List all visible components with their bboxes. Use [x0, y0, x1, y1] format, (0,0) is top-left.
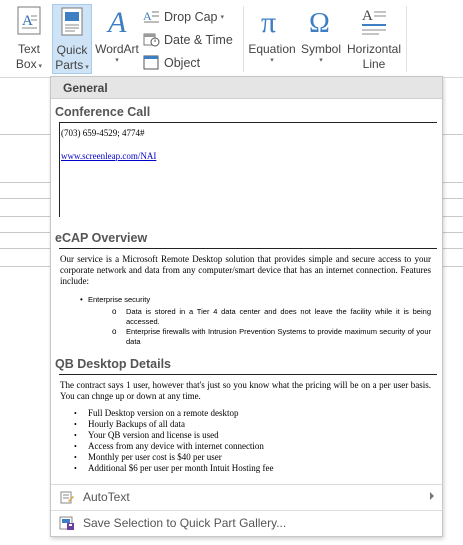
symbol-dropdown-icon: ▾: [319, 57, 323, 64]
autotext-label: AutoText: [83, 490, 130, 504]
save-selection-menu-item[interactable]: [51, 511, 442, 535]
entry-preview: [59, 122, 437, 217]
autotext-menu-item[interactable]: [51, 485, 442, 509]
entry-title: eCAP Overview: [55, 231, 148, 245]
doc-line: [0, 216, 52, 217]
doc-line: [0, 134, 52, 135]
bullet-icon: •: [74, 431, 77, 440]
doc-line: [443, 134, 463, 135]
doc-line: [0, 198, 52, 199]
text-box-label-1: Text: [17, 42, 40, 56]
preview-phone: (703) 659-4529; 4774#: [61, 128, 145, 138]
wordart-label: WordArt: [95, 42, 139, 56]
wordart-button[interactable]: [93, 4, 141, 65]
wordart-dropdown-icon: ▾: [115, 57, 119, 64]
preview-sub1: Data is stored in a Tier 4 data center and does not leave the facility while it is being accessed.: [126, 307, 431, 326]
drop-cap-button[interactable]: [143, 6, 224, 27]
list-item: [74, 408, 431, 419]
gallery-entry-ecap-overview[interactable]: [51, 217, 442, 346]
object-label: Object: [164, 55, 201, 70]
date-time-button[interactable]: [143, 29, 233, 50]
list-item: [74, 419, 431, 430]
insert-ribbon: [0, 0, 463, 78]
equation-button[interactable]: [246, 4, 298, 65]
horizontal-line-label-1: Horizontal: [346, 42, 402, 56]
text-box-label-2: Box: [15, 57, 37, 71]
drop-cap-icon: [143, 9, 160, 24]
date-time-label: Date & Time: [164, 32, 233, 47]
ribbon-separator: [243, 6, 244, 72]
quick-parts-button[interactable]: Quick Parts ▾: [52, 4, 92, 74]
entry-title: Conference Call: [55, 105, 151, 119]
bullet-icon: •: [74, 442, 77, 451]
preview-intro: Our service is a Microsoft Remote Desktop solution that provides simple and secure access to your corporate network and data from any computer/smart device that has an internet connection. Features include:: [60, 254, 431, 286]
quick-parts-label-1: Quick: [56, 43, 88, 57]
object-button[interactable]: [143, 52, 200, 73]
equation-label: Equation: [248, 42, 296, 56]
doc-line: [443, 216, 463, 217]
save-to-gallery-icon: [59, 515, 75, 531]
save-selection-label: Save Selection to Quick Part Gallery...: [83, 516, 287, 530]
quick-parts-gallery: [50, 76, 443, 537]
list-item: [74, 441, 431, 452]
ribbon-separator: [406, 6, 407, 72]
horizontal-line-label-2: Line: [362, 57, 386, 71]
submenu-arrow-icon: [430, 492, 434, 500]
svg-text:A: A: [108, 6, 127, 38]
autotext-icon: [59, 489, 75, 505]
doc-line: [443, 232, 463, 233]
symbol-label: Symbol: [300, 42, 341, 56]
doc-line: [443, 266, 463, 267]
sub-bullet-icon: o: [112, 327, 117, 336]
preview-intro: The contract says 1 user, however that's just so you know what the pricing will be on a per user basis. You can chnge up or down at any time.: [60, 380, 431, 401]
drop-cap-label: Drop Cap: [164, 9, 218, 24]
doc-line: [443, 248, 463, 249]
bullet-icon: •: [74, 453, 77, 462]
preview-link: www.screenleap.com/NAI: [61, 151, 157, 161]
doc-line: [0, 248, 52, 249]
text-box-icon: [14, 4, 44, 38]
text-box-button[interactable]: A Text Box ▾: [10, 4, 48, 74]
list-item-text: Your QB version and license is used: [88, 430, 219, 440]
horizontal-line-icon: [359, 4, 389, 38]
svg-text:Ω: Ω: [309, 8, 330, 38]
wordart-icon: [102, 4, 132, 38]
sub-bullet-icon: o: [112, 307, 117, 316]
list-item: [74, 463, 431, 474]
svg-text:π: π: [261, 6, 277, 38]
list-item-text: Access from any device with internet connection: [88, 441, 264, 451]
drop-cap-dropdown-icon: ▾: [220, 13, 225, 21]
quick-parts-icon: [57, 5, 87, 39]
list-item: [74, 430, 431, 441]
list-item-text: Monthly per user cost is $40 per user: [88, 452, 222, 462]
entry-preview: [59, 374, 437, 484]
doc-line: [443, 182, 463, 183]
pi-icon: [257, 4, 287, 38]
preview-sub2: Enterprise firewalls with Intrusion Prevention Systems to provide maximum security of your data: [126, 327, 431, 346]
entry-title: QB Desktop Details: [55, 357, 172, 371]
gallery-entry-conference-call[interactable]: [51, 99, 442, 217]
doc-line: [0, 232, 52, 233]
doc-line: [0, 182, 52, 183]
bullet-icon: •: [74, 420, 77, 429]
gallery-entry-qb-desktop[interactable]: [51, 346, 442, 484]
svg-text:A: A: [143, 9, 152, 23]
entry-preview: [59, 248, 437, 346]
list-item-text: Full Desktop version on a remote desktop: [88, 408, 239, 418]
gallery-section-header: General: [51, 77, 442, 99]
quick-parts-label-2: Parts: [55, 58, 84, 72]
list-item: [74, 452, 431, 463]
bullet-icon: •: [74, 464, 77, 473]
bullet-icon: •: [74, 409, 77, 418]
equation-dropdown-icon: ▾: [270, 57, 274, 64]
doc-line: [443, 198, 463, 199]
object-icon: [143, 55, 160, 70]
calendar-icon: [143, 32, 160, 47]
horizontal-line-button[interactable]: [344, 4, 404, 72]
svg-text:A: A: [362, 8, 373, 24]
doc-line: [0, 266, 52, 267]
symbol-button[interactable]: [298, 4, 344, 65]
preview-bullet: Enterprise security: [88, 295, 151, 304]
omega-icon: [306, 4, 336, 38]
list-item-text: Additional $6 per user per month Intuit Hosting fee: [88, 463, 274, 473]
svg-text:A: A: [22, 13, 33, 29]
bullet-icon: •: [80, 295, 83, 304]
list-item-text: Hourly Backups of all data: [88, 419, 185, 429]
